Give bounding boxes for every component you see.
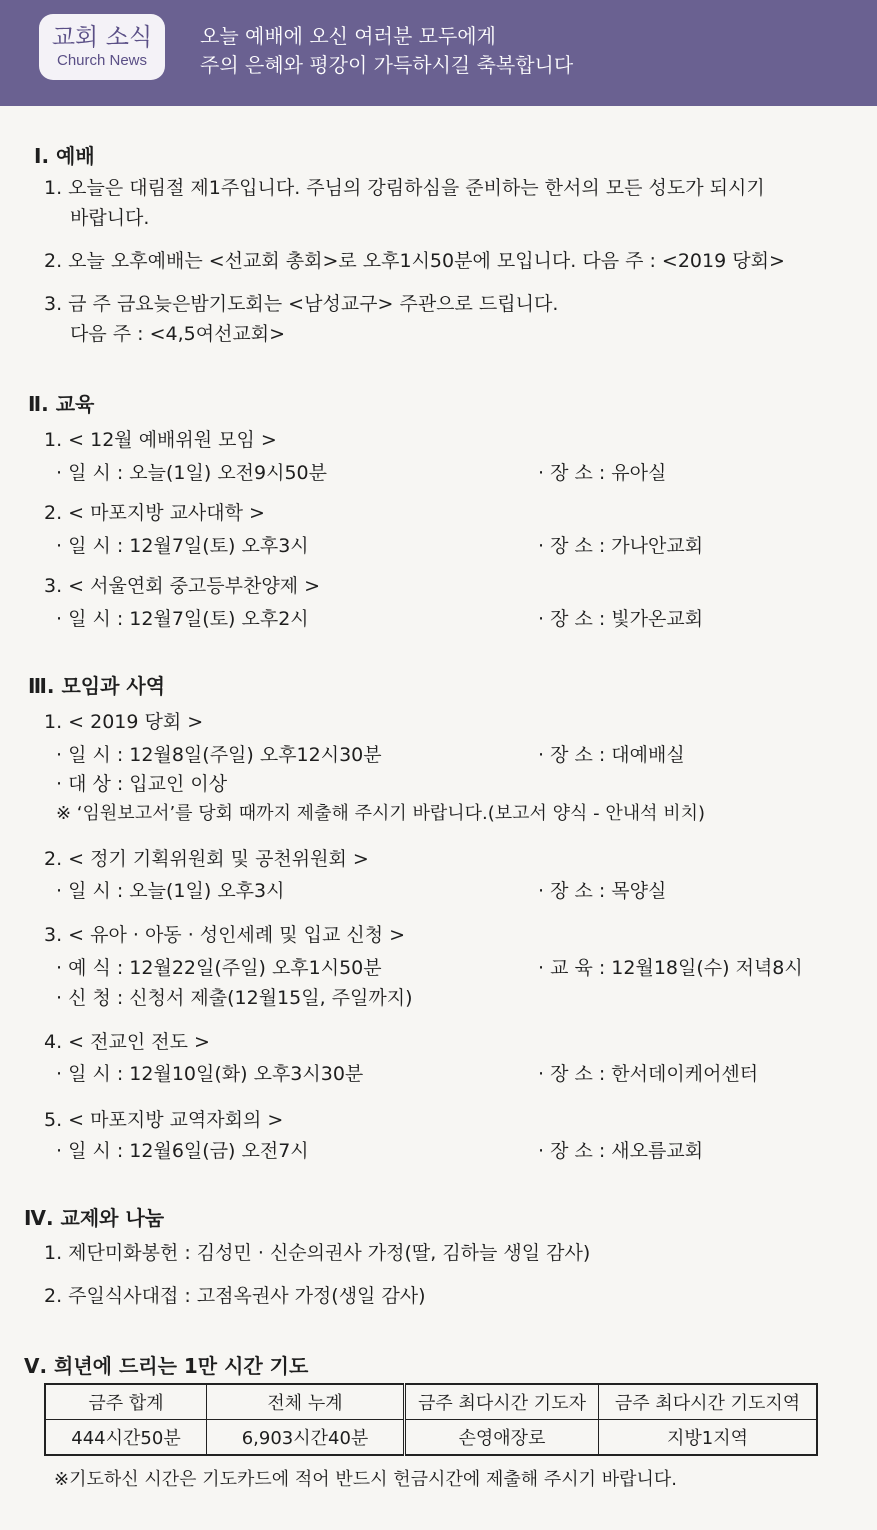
education-item-1: 1. < 12월 예배위원 모임 > — [44, 429, 277, 451]
meetings-item-3-apply: · 신 청 : 신청서 제출(12월15일, 주일까지) — [56, 987, 413, 1009]
section-title-meetings: Ⅲ. 모임과 사역 — [28, 674, 166, 698]
prayer-header-cumulative: 전체 누계 — [207, 1384, 405, 1420]
prayer-value-cumulative: 6,903시간40분 — [207, 1420, 405, 1456]
education-item-2: 2. < 마포지방 교사대학 > — [44, 502, 265, 524]
worship-item-3-line-2: 다음 주 : <4,5여선교회> — [70, 323, 286, 345]
worship-item-2: 2. 오늘 오후예배는 <선교회 총회>로 오후1시50분에 모입니다. 다음 주 : <2019 당회> — [44, 250, 785, 272]
greeting-line-1: 오늘 예배에 오신 여러분 모두에게 — [200, 24, 496, 48]
meetings-item-1: 1. < 2019 당회 > — [44, 711, 204, 733]
meetings-item-1-target: · 대 상 : 입교인 이상 — [56, 773, 228, 795]
fellowship-item-1: 1. 제단미화봉헌 : 김성민 · 신순의권사 가정(딸, 김하늘 생일 감사) — [44, 1242, 591, 1264]
badge-subtitle: Church News — [56, 52, 148, 69]
meetings-item-2-time: · 일 시 : 오늘(1일) 오후3시 — [56, 880, 285, 902]
meetings-item-1-note: ※ ‘임원보고서’를 당회 때까지 제출해 주시기 바랍니다.(보고서 양식 - 안내석 비치) — [56, 803, 706, 824]
education-item-2-time: · 일 시 : 12월7일(토) 오후3시 — [56, 535, 309, 557]
prayer-header-top-region: 금주 최다시간 기도지역 — [599, 1384, 818, 1420]
section-title-education: Ⅱ. 교육 — [28, 392, 95, 416]
fellowship-item-2: 2. 주일식사대접 : 고점옥권사 가정(생일 감사) — [44, 1285, 426, 1307]
prayer-header-week-total: 금주 합계 — [45, 1384, 207, 1420]
meetings-item-4-place: · 장 소 : 한서데이케어센터 — [538, 1063, 759, 1085]
worship-item-1-line-1: 1. 오늘은 대림절 제1주입니다. 주님의 강림하심을 준비하는 한서의 모든 성도가 되시기 — [44, 177, 765, 199]
section-title-prayer: Ⅴ. 희년에 드리는 1만 시간 기도 — [24, 1354, 309, 1378]
education-item-2-place: · 장 소 : 가나안교회 — [538, 535, 704, 557]
meetings-item-1-place: · 장 소 : 대예배실 — [538, 744, 685, 766]
worship-item-3-line-1: 3. 금 주 금요늦은밤기도회는 <남성교구> 주관으로 드립니다. — [44, 293, 559, 315]
education-item-3-time: · 일 시 : 12월7일(토) 오후2시 — [56, 608, 309, 630]
meetings-item-4-time: · 일 시 : 12월10일(화) 오후3시30분 — [56, 1063, 364, 1085]
education-item-3: 3. < 서울연회 중고등부찬양제 > — [44, 575, 321, 597]
meetings-item-5-time: · 일 시 : 12월6일(금) 오전7시 — [56, 1140, 309, 1162]
section-title-worship: Ⅰ. 예배 — [34, 144, 95, 168]
badge-title: 교회 소식 — [51, 23, 153, 51]
meetings-item-1-time: · 일 시 : 12월8일(주일) 오후12시30분 — [56, 744, 382, 766]
meetings-item-5-place: · 장 소 : 새오름교회 — [538, 1140, 704, 1162]
education-item-1-time: · 일 시 : 오늘(1일) 오전9시50분 — [56, 462, 328, 484]
prayer-value-week-total: 444시간50분 — [45, 1420, 207, 1456]
meetings-item-5: 5. < 마포지방 교역자회의 > — [44, 1109, 284, 1131]
prayer-header-top-person: 금주 최다시간 기도자 — [405, 1384, 599, 1420]
meetings-item-4: 4. < 전교인 전도 > — [44, 1031, 210, 1053]
meetings-item-3-ceremony: · 예 식 : 12월22일(주일) 오후1시50분 — [56, 957, 382, 979]
meetings-item-3: 3. < 유아 · 아동 · 성인세례 및 입교 신청 > — [44, 924, 406, 946]
prayer-value-top-region: 지방1지역 — [599, 1420, 818, 1456]
education-item-1-place: · 장 소 : 유아실 — [538, 462, 667, 484]
prayer-table — [44, 1383, 818, 1456]
prayer-note: ※기도하신 시간은 기도카드에 적어 반드시 헌금시간에 제출해 주시기 바랍니다. — [54, 1469, 677, 1490]
greeting-line-2: 주의 은혜와 평강이 가득하시길 축복합니다 — [200, 53, 574, 77]
meetings-item-2: 2. < 정기 기획위원회 및 공천위원회 > — [44, 848, 369, 870]
meetings-item-3-education: · 교 육 : 12월18일(수) 저녁8시 — [538, 957, 803, 979]
prayer-table-header-row — [45, 1384, 817, 1420]
section-title-fellowship: Ⅳ. 교제와 나눔 — [24, 1206, 165, 1230]
meetings-item-2-place: · 장 소 : 목양실 — [538, 880, 667, 902]
worship-item-1-line-2: 바랍니다. — [70, 207, 150, 229]
prayer-value-top-person: 손영애장로 — [405, 1420, 599, 1456]
education-item-3-place: · 장 소 : 빛가온교회 — [538, 608, 704, 630]
prayer-table-value-row — [45, 1420, 817, 1456]
